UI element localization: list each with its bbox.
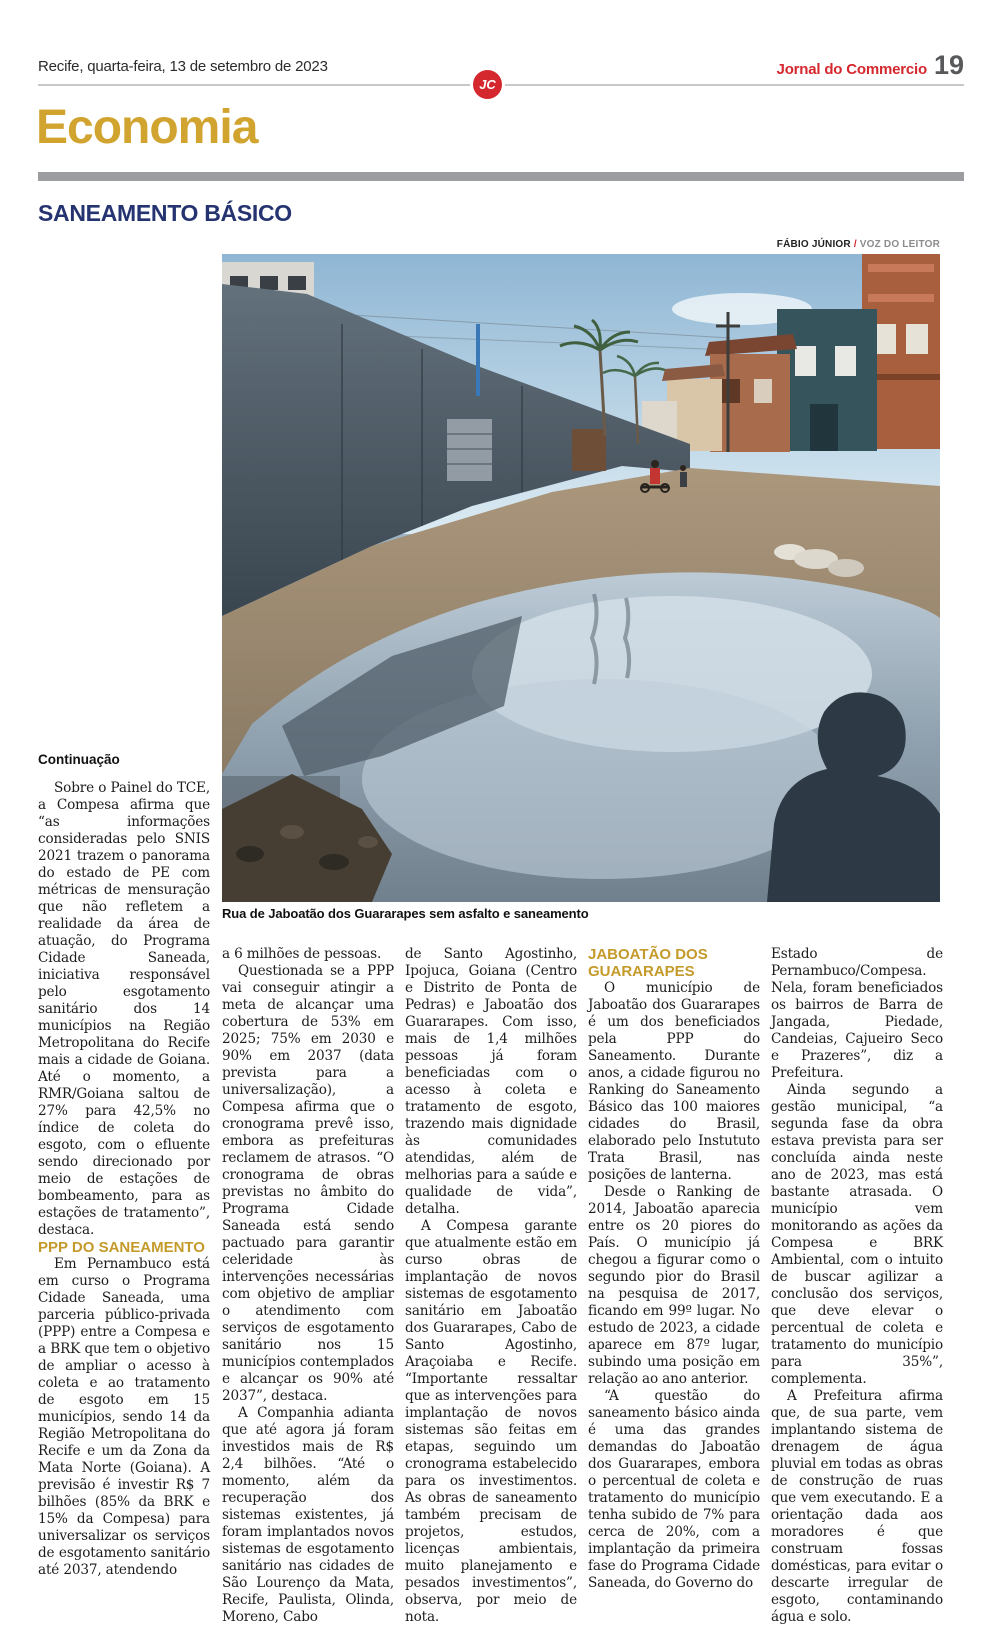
- article-column-3: [405, 946, 577, 1626]
- page-number: 19: [933, 50, 964, 80]
- photo-credit-separator: /: [853, 239, 857, 250]
- column-subhead-jaboatao-dos-guararapes: JABOATÃO DOS GUARARAPES: [588, 946, 708, 980]
- article-column-4: [588, 946, 760, 1592]
- masthead-date: Recife, quarta-feira, 13 de setembro de 2023: [38, 58, 328, 75]
- article-paragraph: Estado de Pernambuco/Compesa. Nela, foram beneficiados os bairros de Barra de Jangada, Piedade, Candeias, Cajueiro Seco e Prazeres”, diz a Prefeitura.: [771, 946, 943, 1081]
- article-column-5: [771, 946, 943, 1626]
- article-paragraph: A Compesa garante que atualmente estão em curso obras de implantação de novos sistemas de esgotamento sanitário em Jaboatão dos Guararapes, Cabo de Santo Agostinho, Araçoiaba e Recife. “Importante ressaltar que as intervenções para implantação de novos sistemas são feitas em etapas, seguindo um cronograma estabelecido para os investimentos. As obras de saneamento também precisam de projetos, estudos, licenças ambientais, muito planejamento e pesados investimentos”, observa, por meio de nota.: [405, 1218, 577, 1625]
- continuation-label: Continuação: [38, 752, 120, 767]
- article-paragraph: Desde o Ranking de 2014, Jaboatão aparecia entre os 20 piores do País. O município já chegou a figurar como o segundo pior do Brasil na pesquisa de 2017, ficando em 99º lugar. No estudo de 2023, a cidade aparece em 87º lugar, subindo uma posição em relação ao ano anterior.: [588, 1184, 760, 1387]
- photo-caption: Rua de Jaboatão dos Guararapes sem asfalto e saneamento: [222, 906, 589, 921]
- photo-credit-source: VOZ DO LEITOR: [859, 239, 940, 250]
- article-paragraph: Questionada se a PPP vai conseguir atingir a meta de alcançar uma cobertura de 53% em 2025; 75% em 2030 e 90% em 2037 (data prevista para a universalização), a Compesa afirma que o cronograma prevê isso, embora as prefeituras reclamem de atrasos. “O cronograma de obras previstas no âmbito do Programa Cidade Saneada está sendo pactuado para garantir celeridade às intervenções necessárias com objetivo de ampliar o atendimento com serviços de esgotamento sanitário nos 15 municípios contemplados e alcançar os 90% até 2037”, destaca.: [222, 963, 394, 1404]
- article-paragraph: Ainda segundo a gestão municipal, “a segunda fase da obra estava prevista para ser concluída ainda neste ano de 2023, mas está bastante atrasada. O município vem monitorando as ações da Compesa e BRK Ambiental, com o intuito de buscar agilizar a conclusão dos serviços, que deve elevar o percentual de coleta e tratamento do município para 35%”, complementa.: [771, 1082, 943, 1387]
- section-divider-bar: [38, 172, 964, 181]
- article-column-2: [222, 946, 394, 1626]
- article-paragraph: A Companhia adianta que até agora já foram investidos mais de R$ 2,4 bilhões. “Até o momento, além da recuperação dos sistemas existentes, já foram implantados novos sistemas de esgotamento sanitário nas cidades de São Lourenço da Mata, Recife, Paulista, Olinda, Moreno, Cabo: [222, 1405, 394, 1625]
- photo-credit: [222, 239, 940, 250]
- street-photo: [222, 254, 940, 902]
- article-paragraph: a 6 milhões de pessoas.: [222, 946, 382, 962]
- article-paragraph: Em Pernambuco está em curso o Programa Cidade Saneada, uma parceria público-privada (PPP) entre a Compesa e a BRK que tem o objetivo de ampliar o acesso à coleta e ao tratamento de esgoto em 15 municípios, sendo 14 da Região Metropolitana do Recife e um da Zona da Mata Norte (Goiana). A previsão é investir R$ 7 bilhões (85% da BRK e 15% da Compesa) para universalizar os serviços de esgotamento sanitário até 2037, atendendo: [38, 1256, 210, 1578]
- jc-logo-icon: JC: [473, 70, 502, 99]
- masthead-right: [777, 52, 964, 79]
- article-column-1: [38, 780, 210, 1579]
- article-paragraph: “A questão do saneamento básico ainda é uma das grandes demandas do Jaboatão dos Guararapes, embora o percentual de coleta e tratamento do município tenha subido de 7% para cerca de 20%, com a implantação da primeira fase do Programa Cidade Saneada, do Governo do: [588, 1388, 760, 1591]
- article-kicker: SANEAMENTO BÁSICO: [38, 200, 292, 226]
- street-photo-illustration: [222, 254, 940, 902]
- article-paragraph: A Prefeitura afirma que, de sua parte, vem implantando sistema de drenagem de água pluvial em todas as obras de construção de ruas que vem executando. E a orientação dada aos moradores é que construam fossas domésticas, para evitar o descarte irregular de esgoto, contaminando água e solo.: [771, 1388, 943, 1625]
- article-paragraph: Sobre o Painel do TCE, a Compesa afirma que “as informações consideradas pelo SNIS 2021 trazem o panorama do estado de PE com métricas de mensuração que não refletem a realidade da área de atuação, do Programa Cidade Saneada, iniciativa responsável pelo esgotamento sanitário dos 14 municípios na Região Metropolitana do Recife mais a cidade de Goiana. Até o momento, a RMR/Goiana saltou de 27% para 42,5% no índice de coleta do esgoto, com o efluente sendo direcionado por meio de estações de bombeamento, para as estações de tratamento”, destaca.: [38, 780, 210, 1238]
- photo-credit-name: FÁBIO JÚNIOR: [776, 239, 851, 250]
- article-paragraph: de Santo Agostinho, Ipojuca, Goiana (Centro e Distrito de Ponta de Pedras) e Jaboatão dos Guararapes. Com isso, mais de 1,4 milhões pessoas já foram beneficiadas com o acesso à coleta e tratamento de esgoto, trazendo mais dignidade às comunidades atendidas, além de melhorias para a saúde e qualidade de vida”, detalha.: [405, 946, 577, 1217]
- newspaper-name: Jornal do Commercio: [776, 61, 927, 78]
- article-paragraph: O município de Jaboatão dos Guararapes é um dos beneficiados pela PPP do Saneamento. Durante anos, a cidade figurou no Ranking do Saneamento Básico das 100 maiores cidades do Brasil, elaborado pelo Instututo Trata Brasil, nas posições de lanterna.: [588, 980, 760, 1183]
- column-subhead-ppp-do-saneamento: PPP DO SANEAMENTO: [38, 1239, 205, 1256]
- section-title: Economia: [36, 101, 258, 154]
